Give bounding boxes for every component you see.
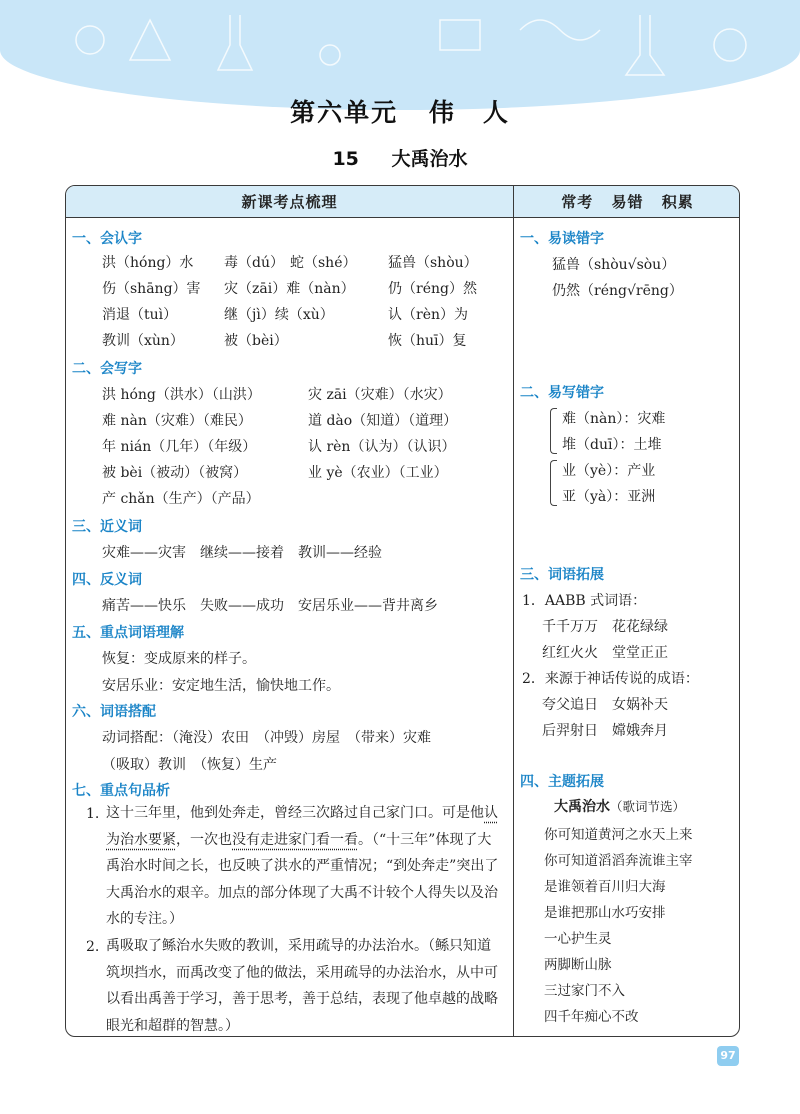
list-item: 被（bèi） <box>224 333 288 349</box>
right-column-heading <box>514 186 740 218</box>
antonyms-text: 痛苦——快乐 失败——成功 安居乐业——背井离乡 <box>102 598 438 614</box>
brace-icon <box>550 408 557 454</box>
list-item: 消退（tuì） <box>102 307 178 323</box>
section-synonyms-title: 三、近义词 <box>72 519 142 535</box>
list-item: 毒（dú） <box>224 255 284 271</box>
collocation-line: （吸取）教训 （恢复）生产 <box>102 757 277 773</box>
list-item: 蛇（shé） <box>290 255 357 271</box>
analysis-item-number: 2. <box>86 939 100 955</box>
dotted-phrase: 没有走进家门看一看 <box>232 831 358 848</box>
collocation-line: 动词搭配：（淹没）农田 （冲毁）房屋 （带来）灾难 <box>102 730 431 746</box>
unit-name: 伟 人 <box>428 98 510 127</box>
content-frame <box>65 185 740 1037</box>
section-sentence-analysis-title: 七、重点句品析 <box>72 783 170 799</box>
word-expansion-heading: 2．来源于神话传说的成语： <box>522 671 699 687</box>
section-theme-expansion-title: 四、主题拓展 <box>520 774 604 790</box>
list-item: 洪 hóng（洪水）（山洪） <box>102 387 261 403</box>
list-item: 产 chǎn（生产）（产品） <box>102 491 260 507</box>
analysis-text: 。（“十三年”体现了大禹治水时间之长，也反映了洪水的严重情况；“到处奔走”突出了大禹治水的艰辛。加点的部分体现了大禹不计较个人得失以及治水的专注。） <box>106 831 499 927</box>
list-item: 伤（shāng）害 <box>102 281 201 297</box>
list-item: 灾（zāi）难（nàn） <box>224 281 355 297</box>
section-misread-title: 一、易读错字 <box>520 231 604 247</box>
list-item: 教训（xùn） <box>102 333 184 349</box>
synonyms-text: 灾难——灾害 继续——接着 教训——经验 <box>102 545 382 561</box>
section-write-chars-title: 二、会写字 <box>72 361 142 377</box>
miswritten-item: 堆（duī）：土堆 <box>562 437 662 453</box>
lesson-number: 15 <box>332 148 359 170</box>
section-word-meaning-title: 五、重点词语理解 <box>72 625 184 641</box>
analysis-item-number: 1. <box>86 806 100 822</box>
poem-line: 是谁领着百川归大海 <box>544 879 666 895</box>
section-miswritten-title: 二、易写错字 <box>520 385 604 401</box>
misread-item: 仍然（réng√rēng） <box>552 283 683 299</box>
list-item: 业 yè（农业）（工业） <box>308 465 448 481</box>
brace-icon <box>550 460 557 506</box>
left-column-heading: 新课考点梳理 <box>66 186 513 218</box>
list-item: 被 bèi（被动）（被窝） <box>102 465 248 481</box>
section-antonyms-title: 四、反义词 <box>72 572 142 588</box>
analysis-paragraph-2: 禹吸取了鲧治水失败的教训，采用疏导的办法治水。（鲧只知道筑坝挡水，而禹改变了他的做法，采用疏导的办法治水，从中可以看出禹善于学习，善于思考，善于总结，表现了他卓越的战略眼光和超群的智慧。） <box>106 938 498 1034</box>
misread-item: 猛兽（shòu√sòu） <box>552 257 676 273</box>
list-item: 灾 zāi（灾难）（水灾） <box>308 387 452 403</box>
word-meaning-line: 恢复：变成原来的样子。 <box>102 651 256 667</box>
poem-subtitle: （歌词节选） <box>610 799 686 814</box>
list-item: 恢（huī）复 <box>388 333 467 349</box>
page-number: 97 <box>717 1046 739 1066</box>
analysis-paragraph-1 <box>106 800 504 933</box>
list-item: 道 dào（知道）（道理） <box>308 413 458 429</box>
list-item: 猛兽（shòu） <box>388 255 478 271</box>
miswritten-item: 业（yè）：产业 <box>562 463 656 479</box>
list-item: 仍（réng）然 <box>388 281 477 297</box>
unit-title <box>0 93 800 129</box>
miswritten-item: 亚（yà）：亚洲 <box>562 489 656 505</box>
miswritten-item: 难（nàn）：灾难 <box>562 411 666 427</box>
right-column <box>513 186 740 1036</box>
heading-word: 易错 <box>611 193 644 211</box>
word-expansion-item: 红红火火 堂堂正正 <box>542 645 668 661</box>
analysis-text: ，一次也 <box>176 831 232 848</box>
word-expansion-item: 后羿射日 嫦娥奔月 <box>542 723 668 739</box>
poem-line: 四千年痴心不改 <box>544 1009 639 1025</box>
list-item: 继（jì）续（xù） <box>224 307 334 323</box>
list-item: 认 rèn（认为）（认识） <box>308 439 456 455</box>
list-item: 洪（hóng）水 <box>102 255 194 271</box>
analysis-text: 这十三年里，他到处奔走，曾经三次路过自己家门口。可是他 <box>106 805 484 821</box>
lesson-title <box>0 144 800 171</box>
poem-line: 三过家门不入 <box>544 983 625 999</box>
poem-line: 你可知道滔滔奔流谁主宰 <box>544 853 693 869</box>
word-meaning-line: 安居乐业：安定地生活，愉快地工作。 <box>102 678 340 694</box>
poem-line: 你可知道黄河之水天上来 <box>544 827 693 843</box>
section-recognize-chars-title: 一、会认字 <box>72 231 142 247</box>
poem-line: 一心护生灵 <box>544 931 612 947</box>
dotted-phrase: 认为治水要紧 <box>106 805 498 848</box>
left-column <box>66 186 513 1036</box>
word-expansion-item: 千千万万 花花绿绿 <box>542 619 668 635</box>
unit-prefix: 第六单元 <box>290 98 399 127</box>
heading-word: 积累 <box>661 193 694 211</box>
poem-title <box>554 796 685 816</box>
lesson-name: 大禹治水 <box>391 148 468 170</box>
poem-line: 是谁把那山水巧安排 <box>544 905 666 921</box>
section-collocation-title: 六、词语搭配 <box>72 704 156 720</box>
word-expansion-item: 夸父追日 女娲补天 <box>542 697 668 713</box>
poem-line: 两脚断山脉 <box>544 957 612 973</box>
list-item: 认（rèn）为 <box>388 307 468 323</box>
heading-word: 常考 <box>561 193 594 211</box>
list-item: 难 nàn（灾难）（难民） <box>102 413 252 429</box>
section-word-expansion-title: 三、词语拓展 <box>520 567 604 583</box>
poem-title-text: 大禹治水 <box>554 799 610 815</box>
word-expansion-heading: 1．AABB 式词语： <box>522 593 647 609</box>
list-item: 年 nián（几年）（年级） <box>102 439 257 455</box>
